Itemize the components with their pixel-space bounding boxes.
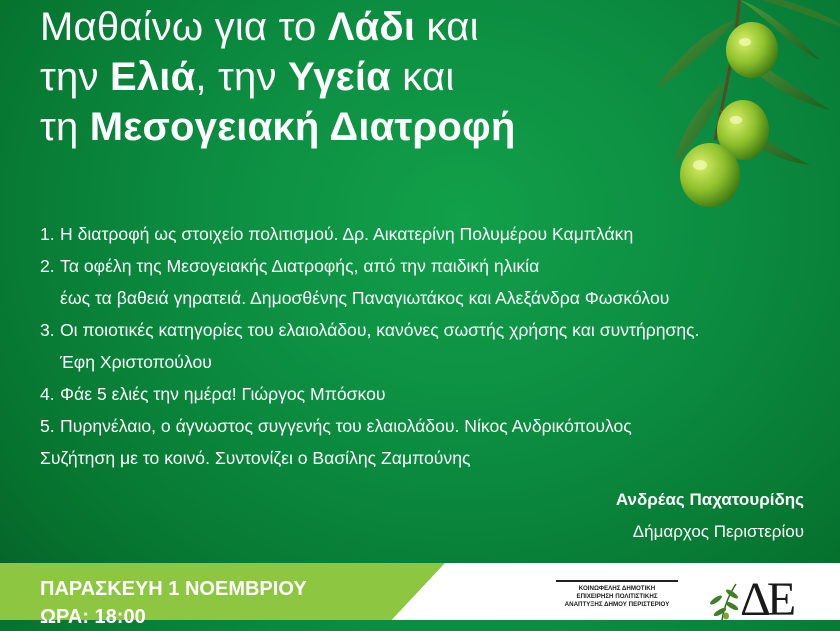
host-name: Ανδρέας Παχατουρίδης (615, 490, 804, 509)
talk-item: 5. Πυρηνέλαιο, ο άγνωστος συγγενής του ελαιολάδου. Νίκος Ανδρικόπουλος (40, 416, 632, 436)
talks-list (40, 218, 830, 474)
host-block (616, 484, 804, 548)
host-role: Δήμαρχος Περιστερίου (632, 522, 804, 541)
title-line-1: Μαθαίνω για το Λάδι και (40, 5, 479, 49)
talk-item: 4. Φάε 5 ελιές την ημέρα! Γιώργος Μπόσκου (40, 384, 386, 404)
organizer-logo: ΔΕ (740, 573, 793, 626)
title-line-2: την Ελιά, την Υγεία και (40, 55, 455, 99)
event-date: ΠΑΡΑΣΚΕΥΗ 1 ΝΟΕΜΒΡΙΟΥ (40, 578, 307, 600)
olive-branch-icon (620, 0, 840, 220)
title-line-3: τη Μεσογειακή Διατροφή (40, 105, 516, 149)
discussion-line: Συζήτηση με το κοινό. Συντονίζει ο Βασίλης Ζαμπούνης (40, 448, 471, 468)
organizer-name: ΚΟΙΝΩΦΕΛΗΣ ΔΗΜΟΤΙΚΗ ΕΠΙΧΕΙΡΗΣΗ ΠΟΛΙΤΙΣΤΙΚΗΣ ΑΝΑΠΤΥΞΗΣ ΔΗΜΟΥ ΠΕΡΙΣΤΕΡΙΟΥ (556, 580, 678, 625)
event-time: ΩΡΑ: 18:00 (40, 606, 146, 628)
event-title (40, 2, 660, 152)
talk-item: 2. Τα οφέλη της Μεσογειακής Διατροφής, από την παιδική ηλικία (40, 256, 540, 276)
talk-item-continuation: Έφη Χριστοπούλου (60, 352, 212, 372)
talk-item: 3. Οι ποιοτικές κατηγορίες του ελαιολάδου, κανόνες σωστής χρήσης και συντήρησης. (40, 320, 700, 340)
talk-item: 1. Η διατροφή ως στοιχείο πολιτισμού. Δρ. Αικατερίνη Πολυμέρου Καμπλάκη (40, 224, 634, 244)
talk-item-continuation: έως τα βαθειά γηρατειά. Δημοσθένης Παναγιωτάκος και Αλεξάνδρα Φωσκόλου (60, 288, 670, 308)
